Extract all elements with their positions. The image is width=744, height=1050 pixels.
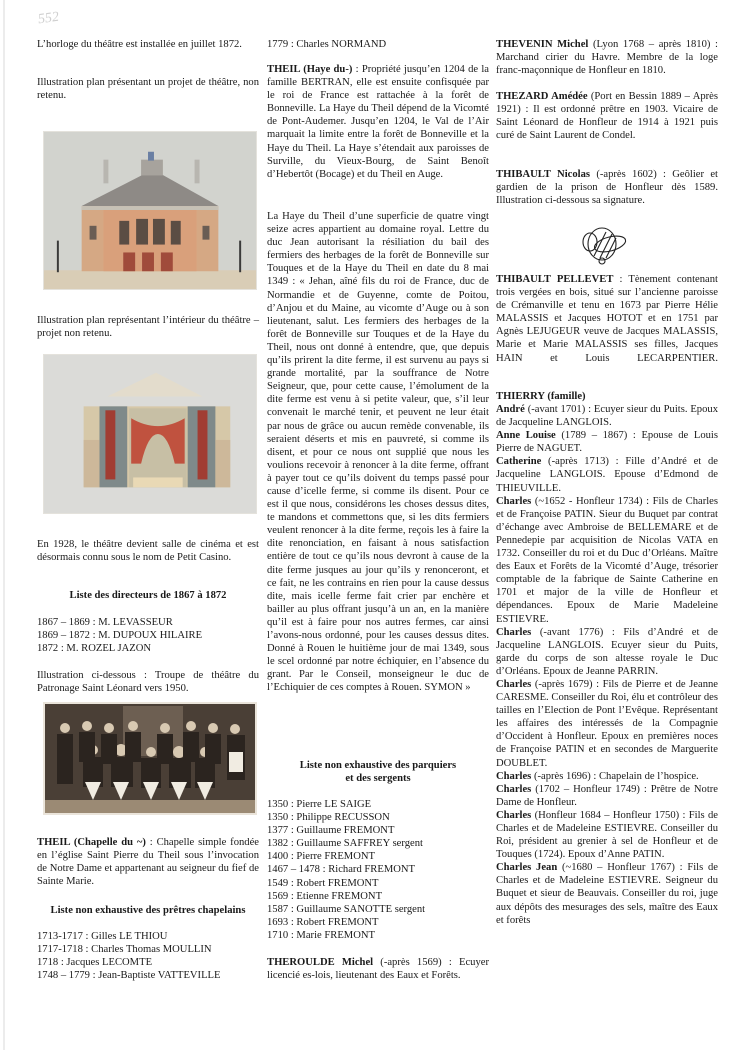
list-item: 1869 – 1872 : M. DUPOUX HILAIRE [37, 630, 203, 642]
paragraph-troupe-caption: Illustration ci-dessous : Troupe de théâtre du Patronage Saint Léonard vers 1950. [37, 670, 259, 695]
entry-text: (-avant 1701) : Ecuyer sieur du Puits. Epoux de Jacqueline LANGLOIS. [496, 404, 718, 429]
entry-text: (1789 – 1867) : Epouse de Louis Pierre de NAGUET. [496, 430, 718, 455]
entry-text: (-après 1679) : Fils de Pierre et de Jeanne CARESME. Conseiller du Roi, élu et contrôleur des tailles en l’Election de Pont l’Evêque. Représentant les affaires des intéressés de la Compagnie d’Occident à Honfleur. Epoux en premières noces de Françoise PATIN et en secondes de Marguerite DOUBLET. [496, 678, 718, 769]
troupe-photograph [43, 702, 257, 815]
directors-list [37, 616, 259, 655]
entry-title: THEZARD Amédée [496, 91, 588, 102]
entry-title: THEVENIN Michel [496, 39, 589, 50]
entry-name: Charles [496, 770, 532, 782]
entry-text: (-après 1713) : Fille d’André et de Jacqueline LANGLOIS. Epouse d’Edmond de THIEUVILLE. [496, 456, 718, 494]
list-item: 1382 : Guillaume SAFFREY sergent [267, 838, 423, 850]
list-item: 1377 : Guillaume FREMONT [267, 825, 395, 837]
entry-name: Catherine [496, 456, 542, 468]
paragraph-interior-caption: Illustration plan représentant l’intérieur du théâtre – projet non retenu. [37, 315, 259, 340]
thierry-entry [496, 626, 718, 678]
entry-text: (-avant 1776) : Fils d’André et de Jacqueline LANGLOIS. Ecuyer sieur du Puits, garde du corps de son altesse royale le Duc d’Orléans. Epoux de Jeanne PARRIN. [496, 626, 718, 677]
thierry-entry [496, 429, 718, 455]
theatre-interior-illustration [43, 354, 257, 514]
entry-title: THEIL (Haye du-) [267, 64, 353, 75]
entry-text: (-après 1569) : Ecuyer licencié es-lois, lieutenant des Eaux et Forêts. [267, 957, 489, 982]
entry-name: Charles [496, 495, 532, 507]
entry-text: (~1680 – Honfleur 1767) : Fils de Charles et de Madeleine ESTIEVRE. Seigneur du Buquet et sieur de Beauvais. Conseiller du roi, juge aux dépôts des mesurages des sels, maître des Eaux et forêts [496, 862, 718, 926]
thierry-entry [496, 678, 718, 770]
chapelains-list [37, 930, 259, 982]
paragraph-clock: L’horloge du théâtre est installée en juillet 1872. [37, 39, 242, 50]
entry-name: Charles [496, 783, 532, 795]
list-item: 1748 – 1779 : Jean-Baptiste VATTEVILLE [37, 970, 221, 982]
entry-text: (-après 1602) : Geôlier et gardien de la prison de Honfleur dès 1589. Illustration ci-dessous sa signature. [496, 169, 718, 207]
entry-thibault-pellevet-line1 [496, 273, 718, 365]
handwritten-page-number: 552 [37, 9, 60, 28]
thierry-entries [496, 403, 718, 927]
thierry-entry [496, 783, 718, 809]
list-item: 1713-1717 : Gilles LE THIOU [37, 931, 168, 942]
list-item: 1569 : Etienne FREMONT [267, 890, 383, 902]
entry-text: (Honfleur 1684 – Honfleur 1750) : Fils de Charles et de Madeleine ESTIEVRE. Conseiller du Roi, président au grenier à sel de Honfleur et de Touques (1724). Epoux d’Anne PATIN. [496, 809, 718, 861]
list-item: 1717-1718 : Charles Thomas MOULLIN [37, 944, 212, 956]
list-item: 1710 : Marie FREMONT [267, 929, 375, 941]
paragraph-haye-lettre: La Haye du Theil d’une superficie de quatre vingt seize acres appartient au domaine royal. Lettre du duc Jean autorisant la résiliation du bail des fermiers des herbages de la forêt de Bonneville sur Touques et de la Haye du Theil en date du 8 mai 1349 : « Jehan, aîné fils du roi de France, duc de Normandie et de Guyenne, comte de Poitou, d’Anjou et du Maine, au vicomte d’Auge ou à son lieutenant, salut. Les fermiers des herbages de la forêt de Bonneville sur Touques et de la Haye du Theil, nous ont donné à entendre, que, que depuis qu’ils prirent la dite ferme, il est survenu au pays si grande mortalité, par la souffrance de Notre Seigneur, que, pour cette cause, l’émolument de la dite ferme est venu à si petite valeur, que, s’il leur convenait le marché tenir, et peuvent ne leur était par nous de grâce ou aucun remède convenable, ils seraient déserts et mis en pauvreté, si comme ils disent, et pour ce nous ont supplié que nous les voulions recevoir à renoncer à la dite ferme, offrant à payer tout ce qu’ils doivent du temps passé pour cause d’icelle ferme, si comme ils disent. Pour ce est il que nous, considérons les choses dessus dites, te mandons et commettons que, si les dits fermiers veulent renoncer à la dite ferme, reçois les à faire la dite renonciation, en faisant à nous satisfaction entière de tout ce qu’ils nous devront à cause de la dite ferme jusques au jour qu’ils y renonceront, et ce fait, ne les contrains en rien pour la cause dessus dite, mais icelle ferme fait crier par enchère et bailler au plus offrant jusqu’à un an, en la manière qu’il est à faire pour nos autres fermes, car ainsi l’avons-nous ordonné, pour les causes dessus dites. Donné à Rouen le huitième jour de mai 1349, sous le scel ordonné par notre échiquier, en l’absence du grant. Par le Conseil, monseigneur le duc de l’Echiquier de ces comptes à Rouen. SYMON » [267, 211, 489, 694]
theatre-facade-illustration [43, 131, 257, 290]
entry-name: Charles [496, 626, 532, 638]
chapelain-list-continuation: 1779 : Charles NORMAND [267, 39, 387, 50]
entry-text: : Chapelle simple fondée en l’église Saint Pierre du Theil sous l’invocation de Notre Dame et appartenant au seigneur du fief de Sainte Marie. [37, 837, 260, 888]
parquiers-list [267, 798, 489, 942]
thierry-heading: THIERRY (famille) [496, 391, 586, 402]
entry-text: (1702 – Honfleur 1749) : Prêtre de Notre Dame de Honfleur. [496, 783, 718, 808]
entry-title: THIBAULT Nicolas [496, 169, 591, 180]
entry-chapelle-du-theil [37, 836, 259, 888]
parquiers-heading-line2: et des sergents [345, 773, 411, 784]
entry-theroulde [267, 956, 489, 982]
entry-text: : Tènement contenant trois vergées en bois, situé sur l’ancienne paroisse de Crémanville et tenu en 1673 par Pierre Hélie MALASSIS et Jacques HOTOT et en 1751 par Agnès LEJUGEUR veuve de Jacques MALASSIS, Marie et Marie MALASSIS ses filles, Jacques HAIN et Louis LECARPENTIER. [496, 274, 718, 364]
entry-text: (-après 1696) : Chapelain de l’hospice. [531, 770, 699, 782]
entry-name: Charles [496, 678, 532, 690]
thierry-entry [496, 403, 718, 429]
entry-name: André [496, 404, 525, 415]
entry-name: Charles [496, 809, 532, 821]
entry-text: : Propriété jusqu’en 1204 de la famille BERTRAN, elle est ensuite confisquée par le roi de France est rattachée à la forêt de Bonneville. La Haye du Theil dépend de la Vicomté de Pont-Audemer. Jusqu’en 1204, le Val de l’Air marquait la limite entre la forêt de Bonneville et la Haye du Theil. La Haye s’étendait aux paroisses de Surville, du Vieux-Bourg, de Saint Benoît d’Hebertôt (Bocage) et du Theil en Auge. [267, 64, 489, 180]
thierry-entry [496, 455, 718, 494]
list-item: 1693 : Robert FREMONT [267, 916, 379, 928]
list-item: 1867 – 1869 : M. LEVASSEUR [37, 617, 173, 628]
entry-thevenin [496, 38, 718, 77]
thierry-entry [496, 495, 718, 626]
entry-text: (~1652 - Honfleur 1734) : Fils de Charles et de Françoise PATIN. Sieur du Buquet par contrat d’échange avec Ambroise de BELLEMARE et de Pennedepie par acquisition de Nicolas VATA en 1732. Conseiller du roi et du Duc d’Orléans. Maître des Eaux et Forêts de la Vicomté d’Auge, trésorier comptable de la fabrique de Sainte Catherine en 1701 et major de la ville de Honfleur et dépendances. Epoux de Marie Madeleine ESTIEVRE. [496, 495, 718, 625]
entry-title: THEROULDE Michel [267, 957, 374, 968]
list-item: 1587 : Guillaume SANOTTE sergent [267, 903, 426, 915]
list-item: 1467 – 1478 : Richard FREMONT [267, 864, 416, 876]
paragraph-plan-caption: Illustration plan présentant un projet de théâtre, non retenu. [37, 77, 259, 102]
list-item: 1872 : M. ROZEL JAZON [37, 643, 152, 655]
scan-edge [3, 0, 5, 1050]
thierry-entry [496, 770, 718, 783]
list-item: 1718 : Jacques LECOMTE [37, 957, 153, 969]
list-item: 1350 : Philippe RECUSSON [267, 812, 390, 824]
paragraph-cinema: En 1928, le théâtre devient salle de cinéma et est désormais connu sous le nom de Petit Casino. [37, 539, 259, 564]
entry-title: THEIL (Chapelle du ~) [37, 837, 146, 848]
signature-illustration [580, 222, 628, 266]
entry-haye-du-theil [267, 63, 489, 181]
thierry-entry [496, 861, 718, 926]
entry-name: Anne Louise [496, 430, 556, 442]
entry-title: THIBAULT PELLEVET [496, 274, 614, 285]
list-item: 1549 : Robert FREMONT [267, 877, 379, 889]
list-item: 1350 : Pierre LE SAIGE [267, 799, 372, 810]
thierry-entry [496, 809, 718, 861]
entry-text: (Lyon 1768 – après 1810) : Marchand cirier du Havre. Membre de la loge franc-maçonnique de Honfleur en 1810. [496, 39, 718, 77]
entry-name: Charles Jean [496, 862, 558, 874]
entry-thezard [496, 90, 718, 142]
list-item: 1400 : Pierre FREMONT [267, 851, 375, 863]
parquiers-heading-line1: Liste non exhaustive des parquiers [299, 760, 457, 771]
entry-thibault-nicolas [496, 168, 718, 207]
entry-text: (Port en Bessin 1889 – Après 1921) : Il est ordonné prêtre en 1903. Vicaire de Saint Léonard de Honfleur de 1914 à 1921 puis curé de Saint Laurent de Condel. [496, 91, 718, 142]
chapelains-heading: Liste non exhaustive des prêtres chapelains [50, 905, 246, 916]
directors-heading: Liste des directeurs de 1867 à 1872 [69, 590, 227, 601]
